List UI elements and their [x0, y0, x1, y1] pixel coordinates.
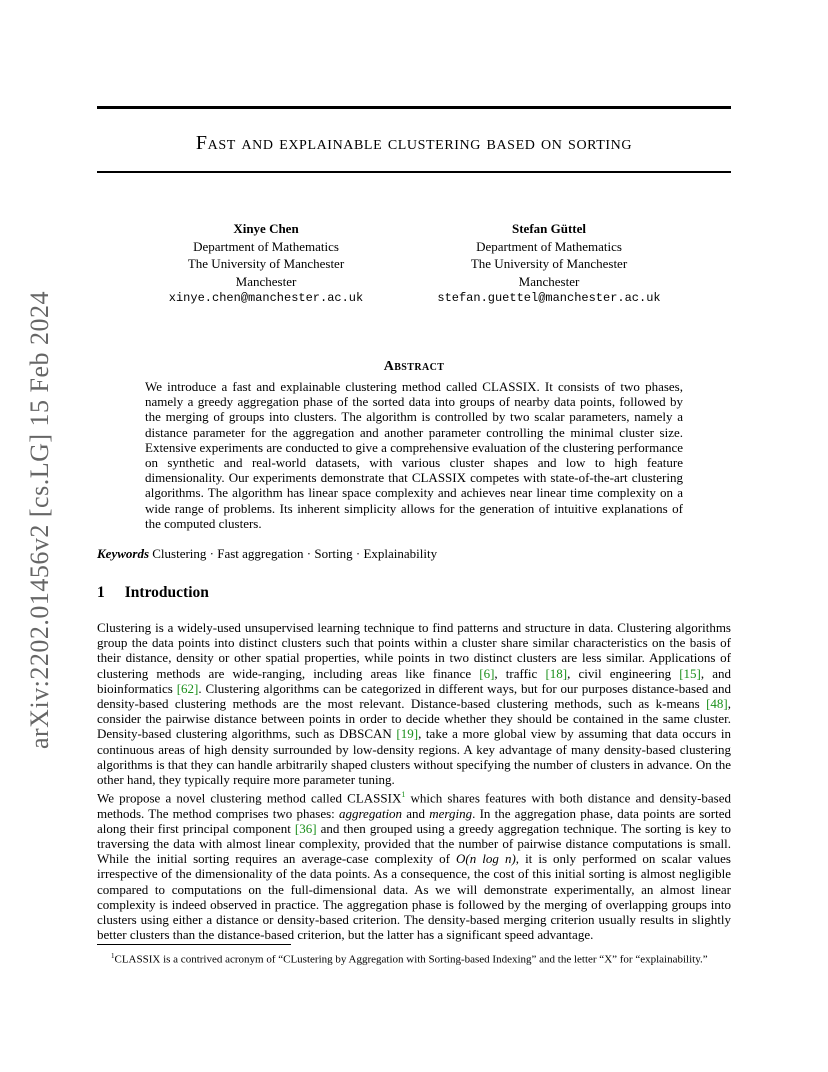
arxiv-identifier: arXiv:2202.01456v2 [cs.LG] 15 Feb 2024: [25, 290, 54, 750]
intro-paragraph-2: [97, 787, 731, 942]
text-run: and then grouped using a greedy aggregation technique. The sorting is key to traversing the data with almost linear complexity, provided that the number of pairwise distance computations is small. While the initial sorting requires an average-case complexity of: [97, 820, 731, 867]
footnote-rule: [97, 944, 291, 945]
author-block-1: [136, 220, 396, 308]
citation-link[interactable]: [18]: [545, 665, 568, 681]
text-run: , and bioinformatics: [97, 665, 731, 696]
paper-title: Fast and explainable clustering based on sorting: [195, 132, 633, 154]
author-dept: Department of Mathematics: [193, 238, 339, 254]
text-run: and: [402, 805, 430, 821]
footnote-text: CLASSIX is a contrived acronym of “CLustering by Aggregation with Sorting-based Indexing” and the letter “X” for “explainability.”: [114, 953, 708, 966]
author-city: Manchester: [235, 273, 297, 289]
footnote-marker: 1: [111, 952, 115, 960]
author-dept: Department of Mathematics: [476, 238, 622, 254]
section-number: 1: [97, 584, 105, 601]
text-run: . In the aggregation phase, data points are sorted along their first principal component: [97, 805, 731, 836]
intro-paragraph-1: [97, 620, 731, 787]
keywords-line: [97, 546, 437, 562]
author-univ: The University of Manchester: [470, 256, 628, 271]
section-title: Introduction: [124, 584, 209, 601]
author-univ: The University of Manchester: [187, 256, 345, 271]
section-heading: [97, 584, 209, 602]
text-run: Clustering is a widely-used unsupervised learning technique to find patterns and structure in data. Clustering algorithms group the data points into distinct clusters such that points within a cluster share similar characteristics on the basis of their distance, density or other spatial properties, while points in two distinct clusters are less similar. Applications of clustering methods are wide-ranging, including areas like finance: [97, 620, 731, 681]
math-complexity: O(n log n): [456, 851, 516, 867]
citation-link[interactable]: [6]: [479, 665, 495, 681]
abstract-text: We introduce a fast and explainable clustering method called CLASSIX. It consists of two phases, namely a greedy aggregation phase of the sorted data into groups of nearby data points, followed by the merging of groups into clusters. The algorithm is controlled by two scalar parameters, namely a distance parameter for the aggregation and another parameter controlling the minimal cluster size. Extensive experiments are conducted to give a comprehensive evaluation of the clustering performance on synthetic and real-world datasets, with various cluster shapes and low to high feature dimensionality. Our experiments demonstrate that CLASSIX competes with state-of-the-art clustering algorithms. The algorithm has linear space complexity and achieves near linear time complexity on a wide range of problems. Its inherent simplicity allows for the generation of intuitive explanations of the computed clusters.: [145, 379, 683, 531]
text-run: , civil engineering: [567, 665, 680, 681]
keywords-text: Clustering · Fast aggregation · Sorting · Explainability: [152, 546, 438, 561]
author-name: Xinye Chen: [233, 221, 299, 236]
citation-link[interactable]: [62]: [176, 680, 199, 696]
citation-link[interactable]: [48]: [706, 696, 728, 712]
author-block-2: [419, 220, 679, 308]
footnote: [97, 950, 731, 967]
text-run: , it is only performed on scalar values irrespective of the dimensionality of the data points. As a consequence, the cost of this initial sorting is almost negligible compared to computations on the full-dimensional data. As we will demonstrate experimentally, an almost linear complexity is indeed observed in practice. The aggregation phase is followed by the merging of overlapping groups into clusters using either a distance or density-based criterion. The density-based merging criterion usually results in slightly better clusters than the distance-based criterion, but the latter has a significant speed advantage.: [97, 851, 731, 943]
keywords-label: Keywords: [97, 546, 149, 561]
author-email[interactable]: stefan.guettel@manchester.ac.uk: [437, 291, 661, 305]
author-name: Stefan Güttel: [511, 221, 587, 236]
author-city: Manchester: [518, 273, 580, 289]
abstract-heading: Abstract: [383, 359, 445, 374]
text-run: , take a more global view by assuming that data occurs in continuous areas of high density surrounded by low-density regions. A key advantage of many density-based clustering algorithms is that they can handle arbitrarily shaped clusters without specifying the number of clusters in advance. On the other hand, they typically require more parameter tuning.: [97, 726, 731, 788]
text-run: We propose a novel clustering method called CLASSIX: [97, 790, 402, 806]
emphasis-merging: merging: [429, 805, 473, 821]
title-rule-bottom: [97, 171, 731, 173]
title-rule-top: [97, 106, 731, 109]
emphasis-aggregation: aggregation: [338, 805, 403, 821]
text-run: , consider the pairwise distance between points in order to decide whether they should be contained in the same cluster. Density-based clustering algorithms, such as DBSCAN: [97, 696, 731, 742]
citation-link[interactable]: [19]: [396, 726, 419, 742]
text-run: which shares features with both distance and density-based methods. The method comprises two phases:: [97, 790, 731, 821]
author-email[interactable]: xinye.chen@manchester.ac.uk: [168, 291, 364, 305]
text-run: , traffic: [494, 665, 546, 681]
footnote-link[interactable]: 1: [401, 790, 406, 799]
text-run: . Clustering algorithms can be categorized in different ways, but for our purposes distance-based and density-based clustering methods are the most relevant. Distance-based clustering methods, such as k-means: [97, 680, 731, 712]
citation-link[interactable]: [36]: [294, 820, 317, 836]
citation-link[interactable]: [15]: [679, 665, 701, 681]
